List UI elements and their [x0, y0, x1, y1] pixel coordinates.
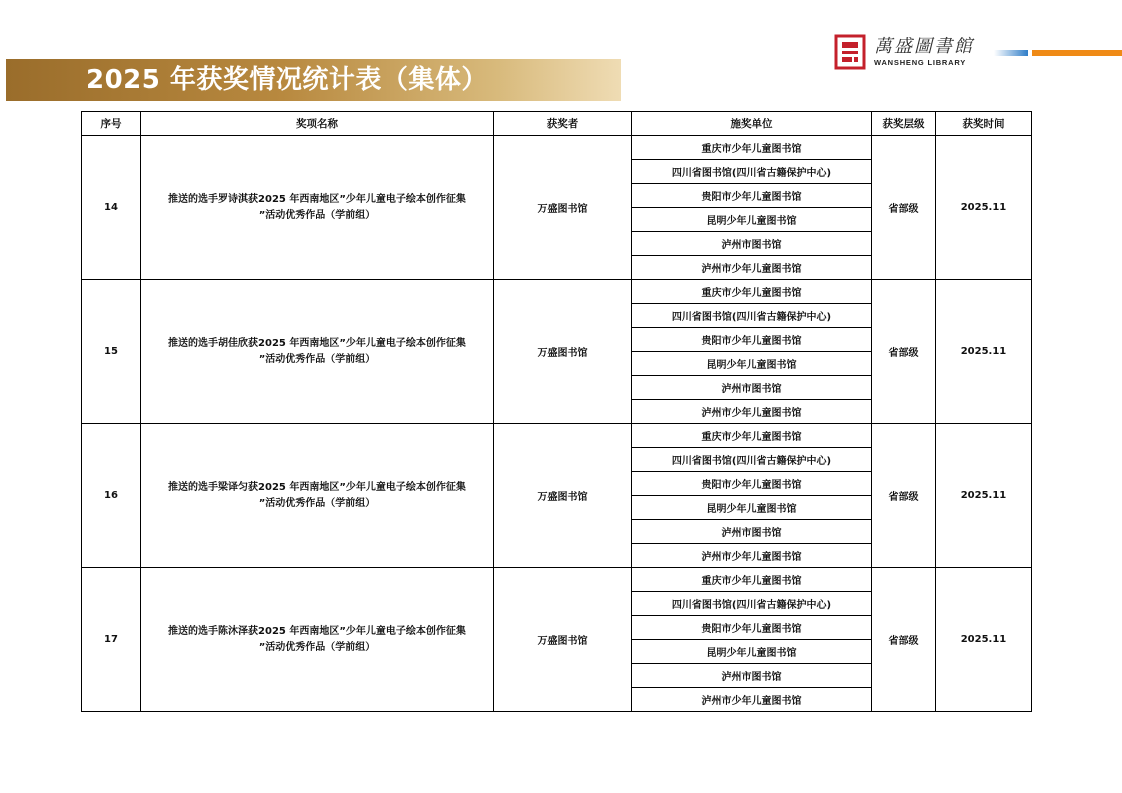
award-level: 省部级: [872, 136, 936, 280]
column-header-date: 获奖时间: [936, 112, 1032, 136]
column-header-no: 序号: [82, 112, 141, 136]
column-header-winner: 获奖者: [494, 112, 632, 136]
table-row: [82, 424, 1032, 448]
award-name: [141, 568, 494, 712]
awarding-unit: 重庆市少年儿童图书馆: [632, 568, 872, 592]
library-seal-icon: [834, 34, 866, 70]
awarding-unit: 泸州市图书馆: [632, 232, 872, 256]
logo-chinese-name: 萬盛圖書館: [874, 36, 974, 57]
awarding-unit: 贵阳市少年儿童图书馆: [632, 472, 872, 496]
row-number: 16: [82, 424, 141, 568]
awarding-unit: 重庆市少年儿童图书馆: [632, 424, 872, 448]
awarding-unit: 昆明少年儿童图书馆: [632, 352, 872, 376]
table-row: [82, 280, 1032, 304]
awarding-unit: 泸州市图书馆: [632, 664, 872, 688]
award-name: [141, 424, 494, 568]
award-name-line1: 推送的选手罗诗淇获2025 年西南地区”少年儿童电子绘本创作征集: [168, 193, 466, 205]
table-row: [82, 568, 1032, 592]
awarding-unit: 昆明少年儿童图书馆: [632, 496, 872, 520]
winner: 万盛图书馆: [494, 568, 632, 712]
row-number: 14: [82, 136, 141, 280]
awarding-unit: 泸州市图书馆: [632, 520, 872, 544]
award-date: 2025.11: [936, 568, 1032, 712]
awarding-unit: 四川省图书馆(四川省古籍保护中心): [632, 304, 872, 328]
award-name-line2: ”活动优秀作品（学前组）: [258, 353, 376, 365]
awarding-unit: 昆明少年儿童图书馆: [632, 208, 872, 232]
library-logo: [834, 34, 984, 74]
awarding-unit: 贵阳市少年儿童图书馆: [632, 184, 872, 208]
winner: 万盛图书馆: [494, 136, 632, 280]
award-name-line2: ”活动优秀作品（学前组）: [258, 497, 376, 509]
column-header-level: 获奖层级: [872, 112, 936, 136]
award-date: 2025.11: [936, 424, 1032, 568]
awarding-unit: 泸州市图书馆: [632, 376, 872, 400]
row-number: 15: [82, 280, 141, 424]
awarding-unit: 四川省图书馆(四川省古籍保护中心): [632, 592, 872, 616]
awards-table: [81, 111, 1032, 712]
logo-english-name: WANSHENG LIBRARY: [874, 58, 967, 67]
winner: 万盛图书馆: [494, 280, 632, 424]
winner: 万盛图书馆: [494, 424, 632, 568]
awarding-unit: 贵阳市少年儿童图书馆: [632, 328, 872, 352]
award-date: 2025.11: [936, 136, 1032, 280]
column-header-unit: 施奖单位: [632, 112, 872, 136]
award-name-line2: ”活动优秀作品（学前组）: [258, 641, 376, 653]
award-level: 省部级: [872, 280, 936, 424]
awarding-unit: 重庆市少年儿童图书馆: [632, 136, 872, 160]
accent-bar-orange: [1032, 50, 1122, 56]
awarding-unit: 重庆市少年儿童图书馆: [632, 280, 872, 304]
awarding-unit: 四川省图书馆(四川省古籍保护中心): [632, 160, 872, 184]
title-banner: [6, 59, 621, 101]
awarding-unit: 泸州市少年儿童图书馆: [632, 544, 872, 568]
award-name-line1: 推送的选手陈沐泽获2025 年西南地区”少年儿童电子绘本创作征集: [168, 625, 466, 637]
page-title: 2025 年获奖情况统计表（集体）: [86, 65, 488, 95]
accent-bar-blue: [994, 50, 1028, 56]
awarding-unit: 泸州市少年儿童图书馆: [632, 400, 872, 424]
awarding-unit: 四川省图书馆(四川省古籍保护中心): [632, 448, 872, 472]
awarding-unit: 泸州市少年儿童图书馆: [632, 688, 872, 712]
award-name-line1: 推送的选手胡佳欣获2025 年西南地区”少年儿童电子绘本创作征集: [168, 337, 466, 349]
row-number: 17: [82, 568, 141, 712]
award-name-line1: 推送的选手梁译匀获2025 年西南地区”少年儿童电子绘本创作征集: [168, 481, 466, 493]
awarding-unit: 泸州市少年儿童图书馆: [632, 256, 872, 280]
column-header-award: 奖项名称: [141, 112, 494, 136]
award-name-line2: ”活动优秀作品（学前组）: [258, 209, 376, 221]
table-row: [82, 136, 1032, 160]
award-name: [141, 136, 494, 280]
award-level: 省部级: [872, 424, 936, 568]
table-header-row: [82, 112, 1032, 136]
awarding-unit: 贵阳市少年儿童图书馆: [632, 616, 872, 640]
award-level: 省部级: [872, 568, 936, 712]
awarding-unit: 昆明少年儿童图书馆: [632, 640, 872, 664]
award-name: [141, 280, 494, 424]
award-date: 2025.11: [936, 280, 1032, 424]
